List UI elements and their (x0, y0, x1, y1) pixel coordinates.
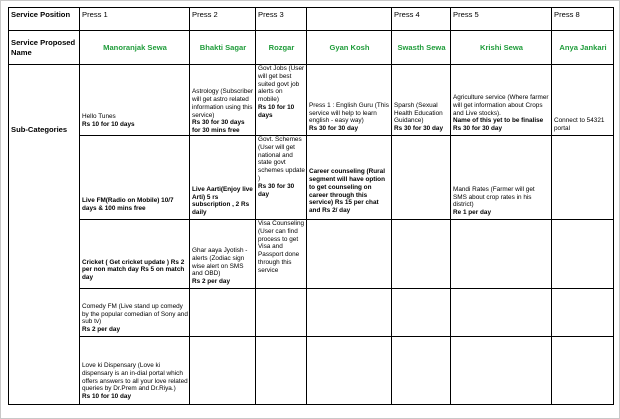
cell-desc: Love ki Dispensary (Love ki dispensary is an in-dial portal which offers answers to all your love related queries by Dr.Prem and Dr.Riya.) (82, 361, 188, 393)
press-3-header: Press 3 (256, 8, 307, 31)
cell-desc: Career counseling (Rural segment will have option to get counseling on career through this service) Rs 15 per chat and Rs 2/ day (309, 168, 385, 215)
cell-price: Rs 10 for 10 day (82, 393, 132, 401)
press-4-header: Press 4 (392, 8, 451, 31)
cell-r1-gyan (307, 65, 392, 136)
service-swasth: Swasth Sewa (392, 31, 451, 65)
cell-r2-swasth (392, 136, 451, 220)
cell-price: Rs 30 for 30 day (258, 182, 295, 198)
service-rozgar: Rozgar (256, 31, 307, 65)
cell-r2-gyan (307, 136, 392, 220)
cell-desc: Govt. Schemes (User will get national and state govt schemes update ) (258, 136, 305, 183)
service-gyan: Gyan Kosh (307, 31, 392, 65)
cell-r4-gyan (307, 289, 392, 337)
press-5-header: Press 5 (451, 8, 552, 31)
cell-r4-anya (552, 289, 614, 337)
cell-desc: Live FM(Radio on Mobile) 10/7 days & 100 mins free (82, 197, 174, 213)
cell-r5-swasth (392, 337, 451, 405)
sub-categories-label: Sub-Categories (9, 65, 80, 405)
cell-price: Rs 2 per day (82, 326, 121, 334)
cell-r1-swasth (392, 65, 451, 136)
empty-header (307, 8, 392, 31)
cell-price: Name of this yet to be finalise Rs 30 for 30 day (453, 117, 544, 133)
cell-r2-krishi (451, 136, 552, 220)
cell-desc: Ghar aaya Jyotish - alerts (Zodiac sign wise alert on SMS and OBD) (192, 246, 248, 278)
cell-price: Re 1 per day (453, 209, 492, 217)
service-anya: Anya Jankari (552, 31, 614, 65)
service-bhakti: Bhakti Sagar (190, 31, 256, 65)
cell-desc: Astrology (Subscriber will get astro related information using this service) (192, 88, 254, 119)
header-row (9, 8, 614, 31)
press-2-header: Press 2 (190, 8, 256, 31)
cell-r4-rozgar (256, 289, 307, 337)
cell-r5-gyan (307, 337, 392, 405)
subcategory-row-1 (9, 65, 614, 136)
cell-desc: Press 1 : English Guru (This service will help to learn english - easy way) (309, 101, 389, 125)
cell-r3-krishi (451, 220, 552, 289)
cell-price: Rs 10 for 10 days (82, 121, 135, 129)
cell-r2-bhakti (190, 136, 256, 220)
cell-r5-krishi (451, 337, 552, 405)
cell-desc: Mandi Rates (Farmer will get SMS about crop rates in his district) (453, 185, 535, 209)
cell-desc: Comedy FM (Live stand up comedy by the popular comedian of Sony and sub tv) (82, 302, 188, 326)
cell-price: Rs 10 for 10 days (258, 104, 295, 119)
cell-r5-rozgar (256, 337, 307, 405)
cell-r3-manoranjak (80, 220, 190, 289)
cell-r4-manoranjak (80, 289, 190, 337)
cell-r3-swasth (392, 220, 451, 289)
cell-r1-krishi (451, 65, 552, 136)
service-krishi: Krishi Sewa (451, 31, 552, 65)
cell-desc: Live Aarti(Enjoy live Arti) 5 rs subscription , 2 Rs daily (192, 185, 253, 217)
cell-r1-rozgar (256, 65, 307, 136)
cell-desc: Govt Jobs (User will get best suited govt job alerts on mobile) (258, 65, 305, 104)
cell-r3-anya (552, 220, 614, 289)
service-name-row (9, 31, 614, 65)
cell-r1-bhakti (190, 65, 256, 136)
service-table (8, 7, 614, 405)
cell-r2-anya (552, 136, 614, 220)
cell-r4-bhakti (190, 289, 256, 337)
cell-r2-rozgar (256, 136, 307, 220)
cell-r4-swasth (392, 289, 451, 337)
service-position-label: Service Position (9, 8, 80, 31)
subcategory-row-2 (9, 136, 614, 220)
subcategory-row-3 (9, 220, 614, 289)
cell-r5-anya (552, 337, 614, 405)
press-8-header: Press 8 (552, 8, 614, 31)
cell-price: Rs 30 for 30 day (394, 125, 444, 133)
cell-price: Rs 30 for 30 days for 30 mins free (192, 119, 245, 135)
cell-r3-rozgar (256, 220, 307, 289)
cell-r1-manoranjak (80, 65, 190, 136)
cell-desc: Sparsh (Sexual Health Education Guidance) (394, 101, 443, 125)
cell-r1-anya (552, 65, 614, 136)
cell-r3-gyan (307, 220, 392, 289)
cell-r5-bhakti (190, 337, 256, 405)
cell-r4-krishi (451, 289, 552, 337)
service-proposed-name-label: Service Proposed Name (9, 31, 80, 65)
cell-desc: Agriculture service (Where farmer will get information about Crops and Live stocks). (453, 93, 549, 117)
cell-price: Rs 30 for 30 day (309, 125, 359, 133)
press-1-header: Press 1 (80, 8, 190, 31)
cell-price: Rs 2 per day (192, 278, 231, 286)
service-manoranjak: Manoranjak Sewa (80, 31, 190, 65)
cell-r2-manoranjak (80, 136, 190, 220)
cell-desc: Connect to 54321 portal (554, 117, 605, 133)
subcategory-row-4 (9, 289, 614, 337)
cell-desc: Visa Counseling (User can find process to get Visa and Passport done through this service (258, 220, 305, 274)
cell-desc: Hello Tunes (82, 113, 116, 121)
cell-r5-manoranjak (80, 337, 190, 405)
subcategory-row-5 (9, 337, 614, 405)
cell-desc: Cricket ( Get cricket update ) Rs 2 per non match day Rs 5 on match day (82, 258, 185, 282)
cell-r3-bhakti (190, 220, 256, 289)
